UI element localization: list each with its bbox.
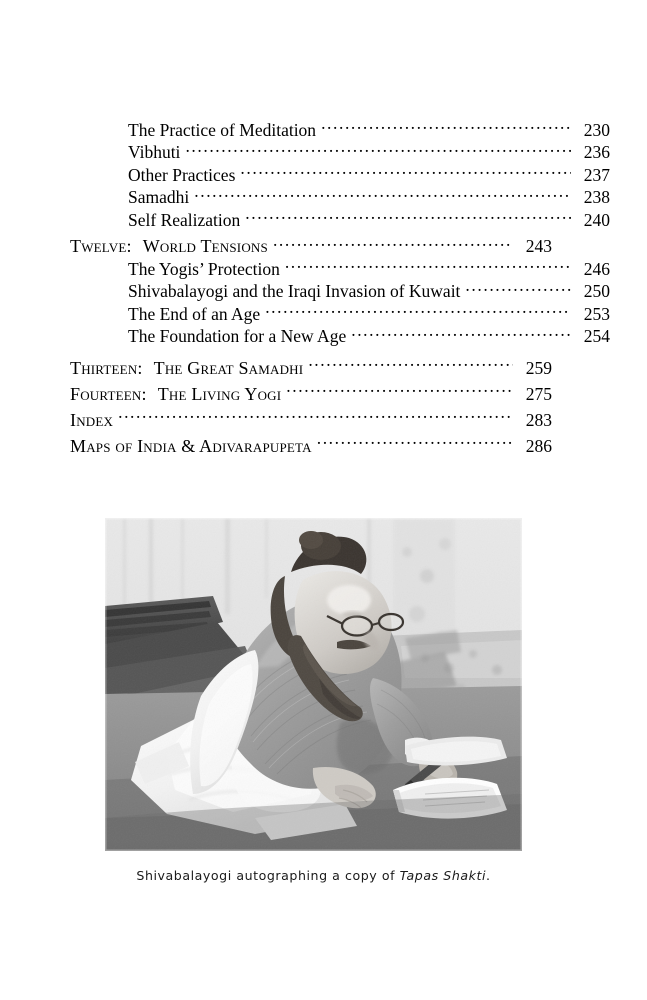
toc-page-number: 254 [583,326,610,346]
toc-page-number: 259 [525,358,552,378]
toc-entry-title: Samadhi [128,187,190,207]
toc-leader-dots [286,383,513,401]
toc-page-number: 236 [583,142,610,162]
toc-chapter-title: The Great Samadhi [153,358,304,378]
toc-chapter-title: The Living Yogi [157,384,282,404]
toc-entry-title: Self Realization [128,209,241,230]
toc-chapter-title: Index [70,410,114,430]
toc-chapter-entry[interactable] [70,433,552,459]
figure-caption [105,868,522,884]
toc-leader-dots [273,235,513,253]
toc-chapter-label: Twelve: [70,236,132,256]
photograph-shivabalayogi-autographing [105,518,522,851]
table-of-contents [70,118,610,459]
toc-subentry[interactable] [70,141,610,164]
toc-subentry[interactable] [70,325,610,348]
toc-leader-dots [321,118,571,136]
toc-leader-dots [118,409,513,427]
toc-chapter-label: Fourteen: [70,384,147,404]
toc-group-closing-entries [70,355,552,459]
toc-chapter-label: Thirteen: [70,358,143,378]
toc-leader-dots [194,186,571,204]
toc-subentry[interactable] [70,208,610,231]
toc-page-number: 286 [525,436,552,456]
toc-leader-dots [317,435,513,453]
toc-subentry[interactable] [70,118,610,141]
caption-book-title: Tapas Shakti [399,868,487,883]
toc-leader-dots [240,163,571,181]
toc-chapter-entry[interactable] [70,235,552,258]
toc-entry-title: The End of an Age [128,303,261,324]
toc-chapter-title: Maps of India & Adivarapupeta [70,436,312,456]
toc-group-eleven-subentries [70,118,610,231]
toc-page-number: 275 [525,384,552,404]
toc-leader-dots [351,325,571,343]
toc-entry-title: The Practice of Meditation [128,119,317,140]
toc-chapter-entry[interactable] [70,355,552,381]
toc-subentry[interactable] [70,302,610,325]
toc-entry-title: Other Practices [128,164,236,185]
toc-leader-dots [308,357,513,375]
toc-subentry[interactable] [70,280,610,303]
toc-entry-title: Shivabalayogi and the Iraqi Invasion of Kuwait [128,281,461,301]
toc-page-number: 246 [583,258,610,279]
toc-page-number: 243 [525,236,552,256]
caption-prefix: Shivabalayogi autographing a copy of [136,868,400,883]
toc-chapter-title: World Tensions [142,236,268,256]
toc-subentry[interactable] [70,257,610,280]
toc-entry-title: The Yogis’ Protection [128,258,280,279]
toc-page-number: 230 [583,119,610,140]
toc-entry-title: The Foundation for a New Age [128,326,347,346]
toc-subentry[interactable] [70,163,610,186]
toc-page-number: 283 [525,410,552,430]
toc-page-number: 253 [583,303,610,324]
toc-page-number: 238 [583,187,610,207]
toc-page-number: 237 [583,164,610,185]
toc-leader-dots [465,280,571,298]
toc-chapter-entry[interactable] [70,381,552,407]
caption-suffix: . [486,868,491,883]
toc-leader-dots [245,208,571,226]
toc-subentry[interactable] [70,186,610,209]
toc-group-chapter-twelve [70,235,610,348]
toc-leader-dots [185,141,571,159]
toc-leader-dots [265,302,571,320]
figure-block [105,518,522,884]
toc-entry-title: Vibhuti [128,142,181,162]
toc-leader-dots [285,257,571,275]
toc-chapter-entry[interactable] [70,407,552,433]
toc-page-number: 240 [583,209,610,230]
toc-page-number: 250 [583,281,610,301]
